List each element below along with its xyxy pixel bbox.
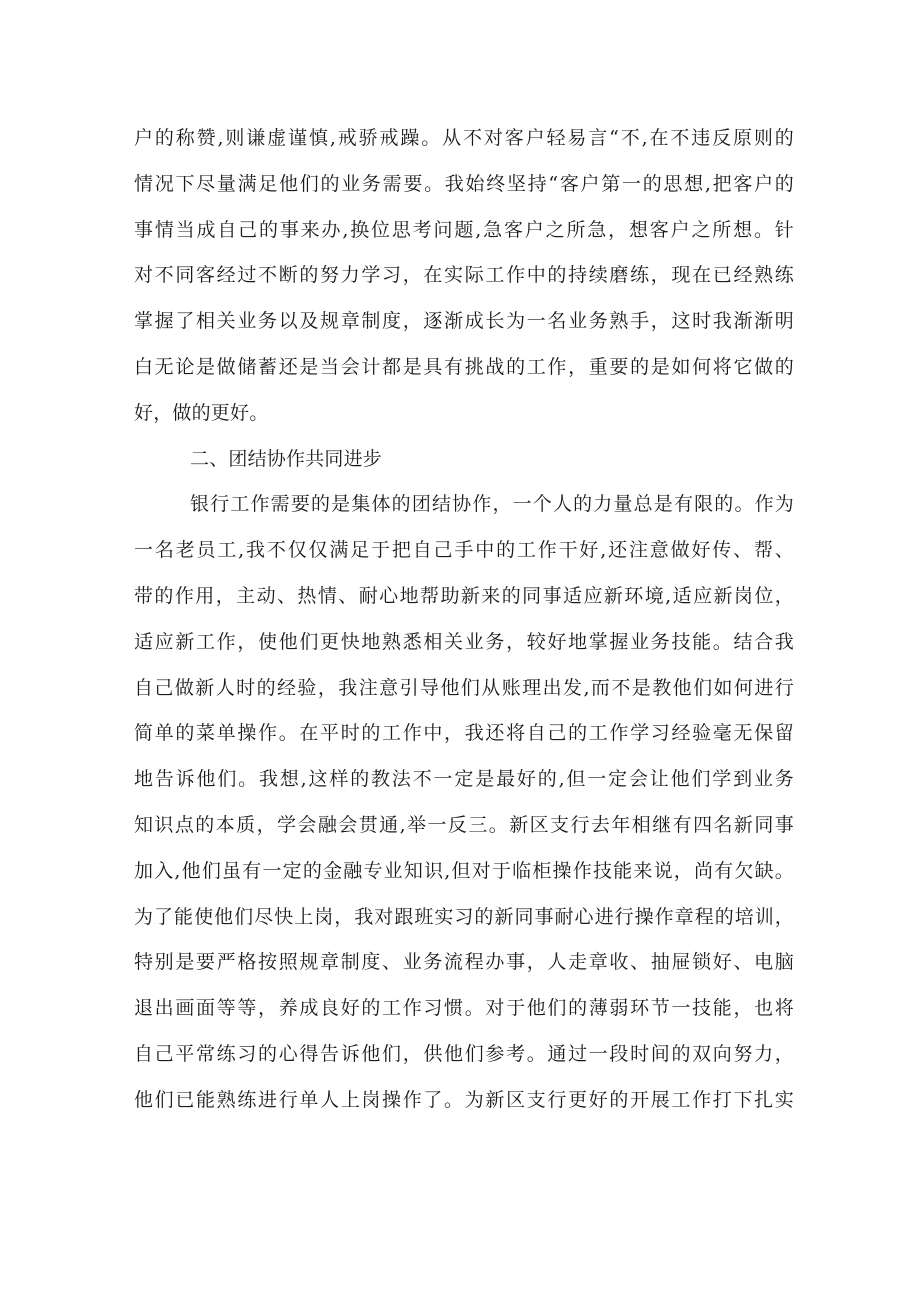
paragraph-line: 自己平常练习的心得告诉他们，供他们参考。通过一段时间的双向努力， — [134, 1042, 794, 1065]
paragraph-line: 自己做新人时的经验，我注意引导他们从账理出发,而不是教他们如何进行 — [134, 676, 794, 699]
paragraph-2 — [134, 482, 794, 1123]
paragraph-line: 银行工作需要的是集体的团结协作，一个人的力量总是有限的。作为 — [190, 493, 794, 516]
paragraph-1 — [134, 116, 794, 437]
paragraph-line: 他们已能熟练进行单人上岗操作了。为新区支行更好的开展工作打下扎实 — [134, 1088, 794, 1111]
paragraph-line: 地告诉他们。我想,这样的教法不一定是最好的,但一定会让他们学到业务 — [134, 768, 794, 791]
paragraph-line: 对不同客经过不断的努力学习，在实际工作中的持续磨练，现在已经熟练 — [134, 264, 794, 287]
document-body — [134, 116, 794, 1124]
paragraph-line: 好，做的更好。 — [134, 401, 269, 424]
paragraph-line: 事情当成自己的事来办,换位思考问题,急客户之所急，想客户之所想。针 — [134, 218, 794, 241]
paragraph-line: 为了能使他们尽快上岗，我对跟班实习的新同事耐心进行操作章程的培训， — [134, 905, 794, 928]
paragraph-line: 知识点的本质，学会融会贯通,举一反三。新区支行去年相继有四名新同事 — [134, 813, 794, 836]
paragraph-line: 特别是要严格按照规章制度、业务流程办事，人走章收、抽屉锁好、电脑 — [134, 951, 794, 974]
paragraph-line: 情况下尽量满足他们的业务需要。我始终坚持“客户第一的思想,把客户的 — [134, 172, 794, 195]
paragraph-line: 适应新工作，使他们更快地熟悉相关业务，较好地掌握业务技能。结合我 — [134, 630, 794, 653]
paragraph-line: 户的称赞,则谦虚谨慎,戒骄戒躁。从不对客户轻易言“不,在不违反原则的 — [134, 127, 794, 149]
paragraph-line: 带的作用，主动、热情、耐心地帮助新来的同事适应新环境,适应新岗位， — [134, 584, 794, 607]
paragraph-line: 加入,他们虽有一定的金融专业知识,但对于临柜操作技能来说，尚有欠缺。 — [134, 859, 794, 882]
paragraph-line: 一名老员工,我不仅仅满足于把自己手中的工作干好,还注意做好传、帮、 — [134, 539, 794, 562]
paragraph-line: 白无论是做储蓄还是当会计都是具有挑战的工作，重要的是如何将它做的 — [134, 355, 794, 378]
paragraph-line: 简单的菜单操作。在平时的工作中，我还将自己的工作学习经验毫无保留 — [134, 722, 794, 745]
section-heading: 二、团结协作共同进步 — [190, 447, 383, 470]
paragraph-line: 退出画面等等，养成良好的工作习惯。对于他们的薄弱环节一技能，也将 — [134, 997, 794, 1020]
paragraph-line: 掌握了相关业务以及规章制度，逐渐成长为一名业务熟手，这时我渐渐明 — [134, 310, 794, 333]
